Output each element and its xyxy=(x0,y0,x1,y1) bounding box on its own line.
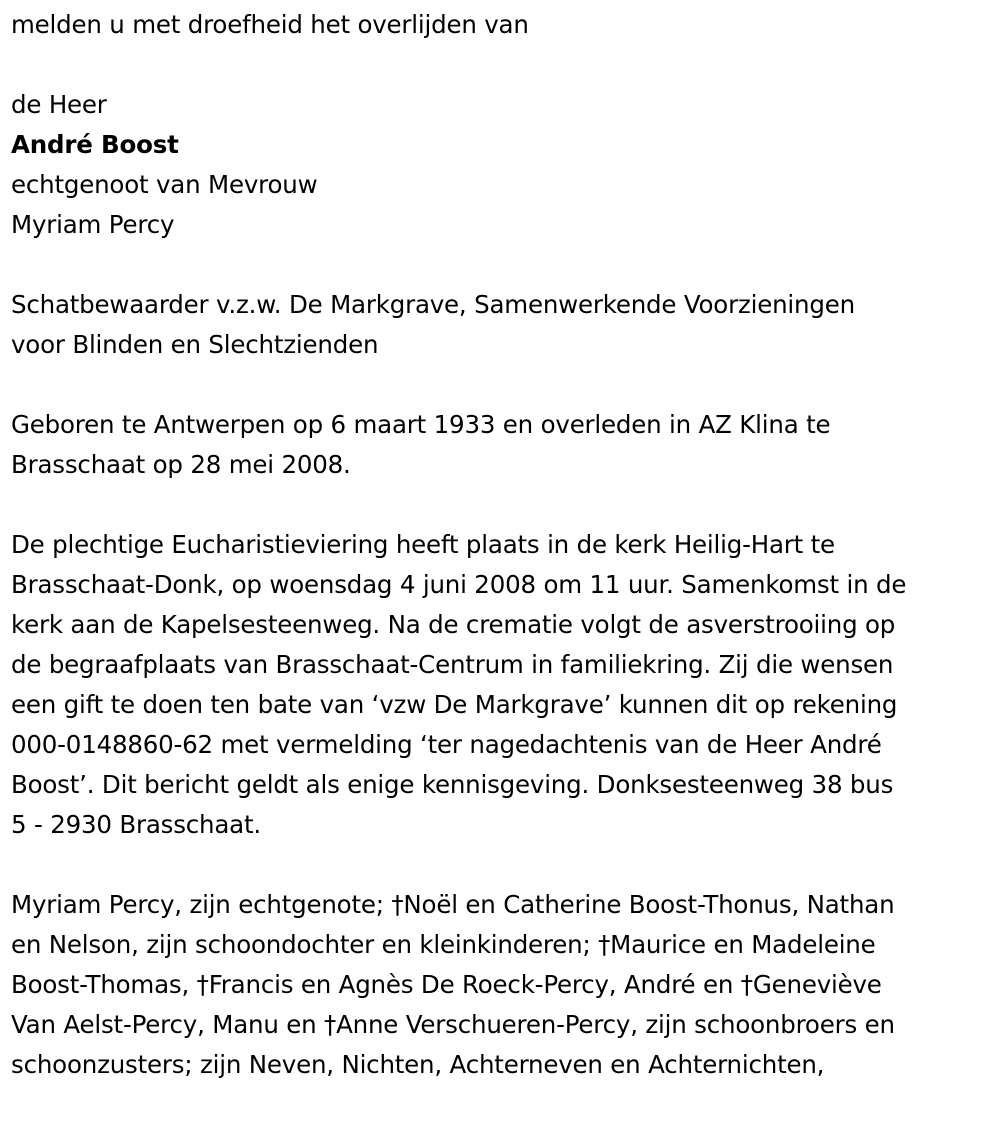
ceremony-line: Brasschaat-Donk, op woensdag 4 juni 2008 om 11 uur. Samenkomst in de xyxy=(11,570,907,599)
spouse-label: echtgenoot van Mevrouw xyxy=(11,170,318,199)
ceremony-line: een gift te doen ten bate van ‘vzw De Markgrave’ kunnen dit op rekening xyxy=(11,690,898,719)
family-line: schoonzusters; zijn Neven, Nichten, Achterneven en Achternichten, xyxy=(11,1050,825,1079)
spacer xyxy=(11,45,996,85)
ceremony-line: 5 - 2930 Brasschaat. xyxy=(11,810,261,839)
spacer xyxy=(11,245,996,285)
ceremony-line: kerk aan de Kapelsesteenweg. Na de crematie volgt de asverstrooiing op xyxy=(11,610,896,639)
ceremony-line: de begraafplaats van Brasschaat-Centrum in familiekring. Zij die wensen xyxy=(11,650,894,679)
ceremony-line: 000-0148860-62 met vermelding ‘ter nagedachtenis van de Heer André xyxy=(11,730,882,759)
intro-line: melden u met droefheid het overlijden van xyxy=(11,10,529,39)
spacer xyxy=(11,365,996,405)
family-line: en Nelson, zijn schoondochter en kleinkinderen; †Maurice en Madeleine xyxy=(11,930,876,959)
ceremony-paragraph xyxy=(11,525,996,845)
deceased-name: André Boost xyxy=(11,130,179,159)
obituary-document xyxy=(11,0,996,1085)
role-line: Schatbewaarder v.z.w. De Markgrave, Samenwerkende Voorzieningen xyxy=(11,290,855,319)
family-paragraph xyxy=(11,885,996,1085)
family-line: Myriam Percy, zijn echtgenote; †Noël en Catherine Boost-Thonus, Nathan xyxy=(11,890,895,919)
ceremony-line: De plechtige Eucharistieviering heeft plaats in de kerk Heilig-Hart te xyxy=(11,530,835,559)
family-line: Boost-Thomas, †Francis en Agnès De Roeck-Percy, André en †Geneviève xyxy=(11,970,882,999)
role-line: voor Blinden en Slechtzienden xyxy=(11,330,379,359)
spacer xyxy=(11,485,996,525)
birth-death-line: Brasschaat op 28 mei 2008. xyxy=(11,450,351,479)
deceased-title: de Heer xyxy=(11,90,107,119)
birth-death-line: Geboren te Antwerpen op 6 maart 1933 en overleden in AZ Klina te xyxy=(11,410,831,439)
spacer xyxy=(11,845,996,885)
role-paragraph xyxy=(11,285,996,365)
family-line: Van Aelst-Percy, Manu en †Anne Verschueren-Percy, zijn schoonbroers en xyxy=(11,1010,895,1039)
ceremony-line: Boost’. Dit bericht geldt als enige kennisgeving. Donksesteenweg 38 bus xyxy=(11,770,894,799)
spouse-name: Myriam Percy xyxy=(11,210,175,239)
birth-death-paragraph xyxy=(11,405,996,485)
